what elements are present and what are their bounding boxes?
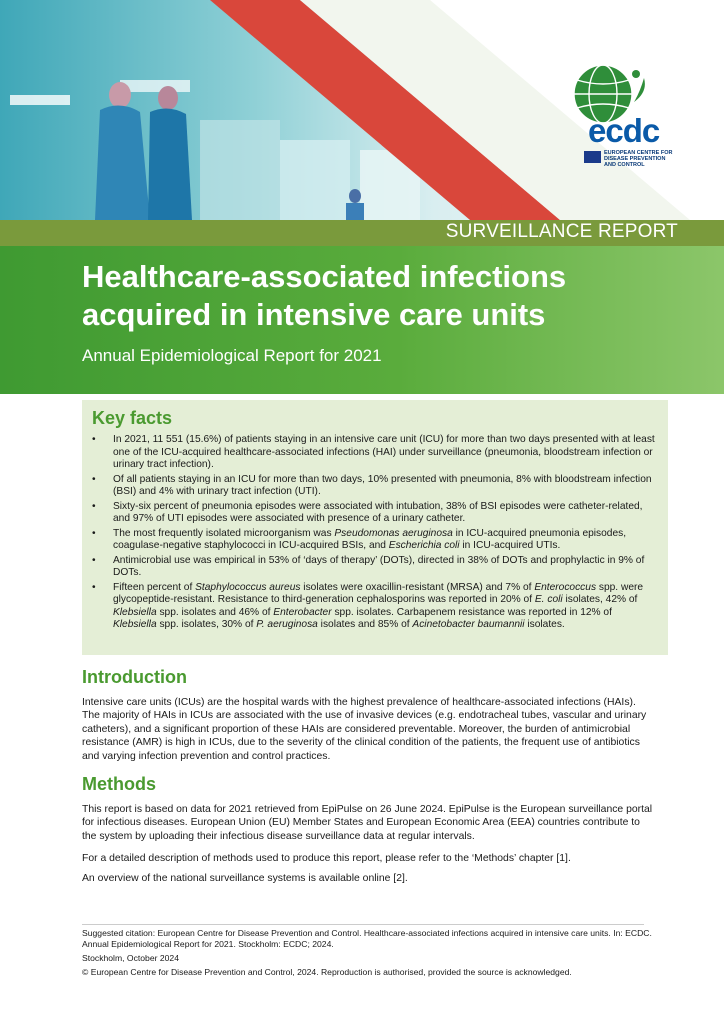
footer-divider [82,924,644,925]
suggested-citation: Suggested citation: European Centre for Disease Prevention and Control. Healthcare-associated infections acquired in intensive care units. In: ECDC. Annual Epidemiological Report for 2021. Stockholm: ECDC; 2024. [82,928,652,949]
copyright-notice: © European Centre for Disease Prevention and Control, 2024. Reproduction is authorised, provided the source is acknowledged. [82,967,572,977]
key-facts-box [82,400,668,655]
key-facts-heading: Key facts [92,408,173,428]
key-fact-item: • Antimicrobial use was empirical in 53% of ‘days of therapy’ (DOTs), directed in 38% of DOTs and prophylactic in 9% of DOTs. [113,555,658,580]
methods-paragraph-3: An overview of the national surveillance systems is available online [2]. [82,873,408,884]
methods-paragraph-1: This report is based on data for 2021 retrieved from EpiPulse on 26 June 2024. EpiPulse is the European surveillance portal for infectious diseases. European Union (EU) Member States and European Economic Area (EEA) countries contribute to the system by uploading their infectious disease surveillance data at regular intervals. [82,804,653,842]
eu-flag-icon [584,151,601,163]
key-facts-list [92,434,658,632]
report-title: Healthcare-associated infections acquired in intensive care units [82,259,567,332]
key-fact-item: • Sixty-six percent of pneumonia episodes were associated with intubation, 38% of BSI episodes were catheter-related, and 97% of UTI episodes were associated with presence of a urinary catheter. [113,501,658,526]
introduction-text: Intensive care units (ICUs) are the hospital wards with the highest prevalence of healthcare-associated infections (HAIs). The majority of HAIs in ICUs are associated with the use of invasive devices (e.g. endotracheal tubes, vascular and urinary catheters), and a significant proportion of these HAIs are considered preventable. Moreover, the burden of antimicrobial resistance (AMR) is high in ICUs, due to the severity of the clinical condition of the patients, the frequent use of antibiotics and varying infection prevention and control practices. [82,697,647,762]
place-date: Stockholm, October 2024 [82,953,179,963]
key-fact-item: • Of all patients staying in an ICU for more than two days, 10% presented with pneumonia, 8% with bloodstream infection (BSI) and 4% with urinary tract infection (UTI). [113,474,658,499]
methods-heading: Methods [82,774,156,794]
key-fact-item: • The most frequently isolated microorganism was Pseudomonas aeruginosa in ICU-acquired pneumonia episodes, coagulase-negative staphylococci in ICU-acquired BSIs, and Escherichia coli in ICU-acquired UTIs. [113,528,658,553]
report-subtitle: Annual Epidemiological Report for 2021 [82,346,382,365]
key-fact-item: • Fifteen percent of Staphylococcus aureus isolates were oxacillin-resistant (MRSA) and 7% of Enterococcus spp. were glycopeptide-resistant. Resistance to third-generation cephalosporins was reported in 20% of E. coli isolates, 42% of Klebsiella spp. isolates and 46% of Enterobacter spp. isolates. Carbapenem resistance was reported in 12% of Klebsiella spp. isolates, 30% of P. aeruginosa isolates and 85% of Acinetobacter baumannii isolates. [113,582,658,632]
key-fact-item: • In 2021, 11 551 (15.6%) of patients staying in an intensive care unit (ICU) for more than two days presented with at least one of the ICU-acquired healthcare-associated infections (HAI) under surveillance (pneumonia, bloodstream infection or urinary tract infection). [113,434,658,472]
introduction-heading: Introduction [82,667,187,687]
ecdc-wordmark: ecdc [588,112,660,149]
report-type: SURVEILLANCE REPORT [445,221,678,242]
ecdc-full-name: EUROPEAN CENTRE FOR DISEASE PREVENTION AND CONTROL [604,150,673,168]
methods-paragraph-2: For a detailed description of methods used to produce this report, please refer to the ‘Methods’ chapter [1]. [82,853,571,864]
cover-banner [0,0,724,220]
